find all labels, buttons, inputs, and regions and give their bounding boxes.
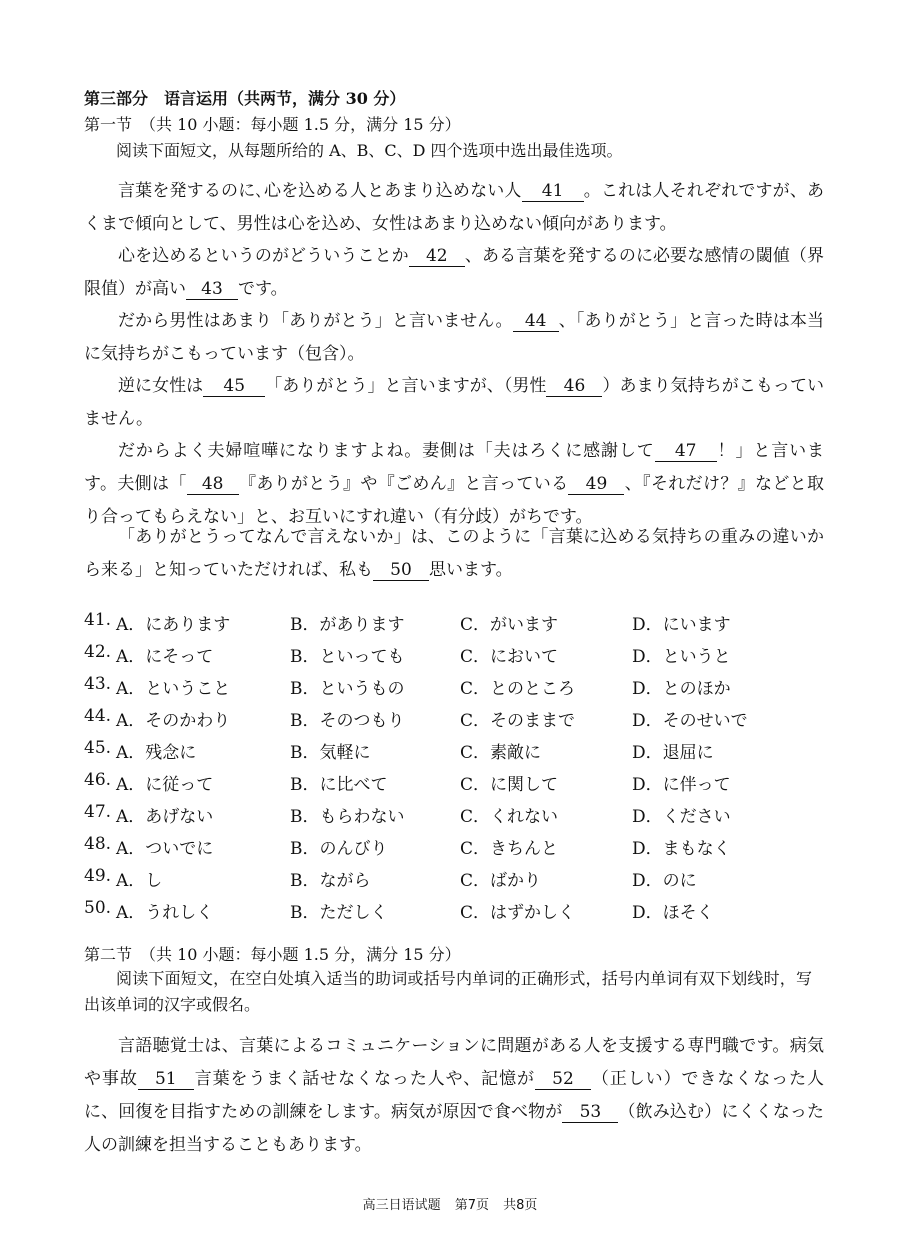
option-c: C．ばかり <box>460 871 542 891</box>
text: 心を込めるというのがどういうことか <box>118 246 409 266</box>
option-row <box>84 862 824 894</box>
text: 言語聴覚士は、言葉によるコミュニケーションに問題がある人を支援する専門職です。病気や事故 <box>84 1036 824 1089</box>
option-b: B．もらわない <box>290 807 405 827</box>
blank-41: 41 <box>522 181 584 202</box>
option-a: A．にそって <box>116 647 214 667</box>
option-row <box>84 670 824 702</box>
blank-43: 43 <box>186 279 238 300</box>
answer-options <box>84 606 824 926</box>
text: だからよく夫婦喧嘩になりますよね。妻側は「夫はろくに感謝して <box>118 441 655 461</box>
option-b: B．気軽に <box>290 743 371 763</box>
option-a: A．うれしく <box>116 903 214 923</box>
passage1-paragraph-2 <box>84 240 824 306</box>
question-number: 47. <box>84 802 112 822</box>
option-c: C．きちんと <box>460 839 559 859</box>
section1-title: 第一节 （共 10 小题：每小题 1.5 分，满分 15 分） <box>84 115 461 134</box>
option-c: C．くれない <box>460 807 559 827</box>
question-number: 45. <box>84 738 112 758</box>
option-a: A．ついでに <box>116 839 214 859</box>
blank-51: 51 <box>138 1069 194 1090</box>
option-row <box>84 638 824 670</box>
blank-47: 47 <box>655 441 717 462</box>
option-d: D．ください <box>632 807 731 827</box>
option-c: C．はずかしく <box>460 903 576 923</box>
option-b: B．といっても <box>290 647 405 667</box>
blank-52: 52 <box>535 1069 591 1090</box>
question-number: 41. <box>84 610 112 630</box>
blank-42: 42 <box>409 246 465 267</box>
section2-title: 第二节 （共 10 小题：每小题 1.5 分，满分 15 分） <box>84 945 461 964</box>
text: ！」と言います。夫側は「 <box>84 441 825 494</box>
text: 「ありがとうってなんで言えないか」は、このように「言葉に込める気持ちの重みの違いから来る」と知っていただければ、私も <box>84 527 824 580</box>
passage2-paragraph-1 <box>84 1030 824 1162</box>
blank-48: 48 <box>187 474 239 495</box>
passage1-paragraph-6 <box>84 521 824 587</box>
text: （正しい）できなくなった人に、回復を目指すための訓練をします。病気が原因で食べ物が <box>84 1069 825 1122</box>
option-a: A．あげない <box>116 807 214 827</box>
text: 逆に女性は <box>118 376 204 396</box>
part-title: 第三部分 语言运用（共两节，满分 30 分） <box>84 89 406 108</box>
text: 「ありがとう」と言いますが、（男性 <box>265 376 547 396</box>
footer-title: 高三日语试题 <box>362 1198 441 1213</box>
option-row <box>84 830 824 862</box>
option-a: A．に従って <box>116 775 214 795</box>
option-d: D．のに <box>632 871 697 891</box>
page-footer <box>0 1194 900 1213</box>
option-a: A．そのかわり <box>116 711 231 731</box>
option-row <box>84 606 824 638</box>
text: 言葉を発するのに､心を込める人とあまり込めない人 <box>118 181 522 201</box>
option-d: D．にいます <box>632 615 731 635</box>
option-row <box>84 702 824 734</box>
option-d: D．そのせいで <box>632 711 748 731</box>
text: 思います。 <box>429 560 513 580</box>
question-number: 49. <box>84 866 112 886</box>
option-b: B．があります <box>290 615 405 635</box>
text: 、『それだけ？』などと取り合ってもらえない」と、お互いにすれ違い（有分歧）がちです。 <box>84 474 825 527</box>
passage1-paragraph-4 <box>84 370 824 436</box>
option-b: B．ながら <box>290 871 371 891</box>
text: だから男性はあまり「ありがとう」と言いません。 <box>118 311 513 331</box>
blank-44: 44 <box>513 311 559 332</box>
option-d: D．退屈に <box>632 743 714 763</box>
blank-53: 53 <box>562 1102 618 1123</box>
text: （飲み込む）にくくなった人の訓練を担当することもあります。 <box>84 1102 824 1155</box>
blank-49: 49 <box>568 474 624 495</box>
option-row <box>84 798 824 830</box>
option-row <box>84 894 824 926</box>
question-number: 43. <box>84 674 112 694</box>
question-number: 48. <box>84 834 112 854</box>
footer-total: 共8页 <box>503 1198 538 1213</box>
question-number: 42. <box>84 642 112 662</box>
passage1-paragraph-3 <box>84 305 824 371</box>
option-b: B．というもの <box>290 679 405 699</box>
option-b: B．そのつもり <box>290 711 405 731</box>
text: 、ある言葉を発するのに必要な感情の閾値（界限值）が高い <box>84 246 825 299</box>
text: 、「ありがとう」と言った時は本当に気持ちがこもっています（包含）。 <box>84 311 824 364</box>
option-a: A．残念に <box>116 743 197 763</box>
option-d: D．まもなく <box>632 839 731 859</box>
blank-46: 46 <box>546 376 602 397</box>
option-d: D．とのほか <box>632 679 731 699</box>
option-c: C．とのところ <box>460 679 576 699</box>
option-a: A．ということ <box>116 679 231 699</box>
blank-50: 50 <box>373 560 429 581</box>
blank-45: 45 <box>203 376 265 397</box>
section1-instruction: 阅读下面短文，从每题所给的 A、B、C、D 四个选项中选出最佳选项。 <box>116 141 623 160</box>
option-c: C．そのままで <box>460 711 576 731</box>
option-b: B．ただしく <box>290 903 388 923</box>
passage1-paragraph-1 <box>84 175 824 241</box>
option-row <box>84 766 824 798</box>
option-d: D．ほそく <box>632 903 714 923</box>
question-number: 50. <box>84 898 112 918</box>
option-b: B．のんびり <box>290 839 388 859</box>
option-d: D．に伴って <box>632 775 731 795</box>
text: 言葉をうまく話せなくなった人や、記憶が <box>193 1069 535 1089</box>
question-number: 44. <box>84 706 112 726</box>
text: です。 <box>238 279 288 299</box>
option-b: B．に比べて <box>290 775 388 795</box>
option-c: C．がいます <box>460 615 559 635</box>
option-a: A．にあります <box>116 615 231 635</box>
option-c: C．素敵に <box>460 743 542 763</box>
text: 。これは人それぞれですが、あくまで傾向として、男性は心を込め、女性はあまり込めない傾向があります。 <box>84 181 825 234</box>
option-d: D．というと <box>632 647 731 667</box>
footer-page: 第7页 <box>454 1198 489 1213</box>
passage1-paragraph-5 <box>84 435 824 534</box>
option-row <box>84 734 824 766</box>
option-c: C．において <box>460 647 559 667</box>
text: 『ありがとう』や『ごめん』と言っている <box>238 474 569 494</box>
question-number: 46. <box>84 770 112 790</box>
option-c: C．に関して <box>460 775 559 795</box>
option-a: A．し <box>116 871 163 891</box>
text: ）あまり気持ちがこもっていません。 <box>84 376 825 429</box>
section2-instruction: 阅读下面短文，在空白处填入适当的助词或括号内单词的正确形式，括号内单词有双下划线时，写出该单词的汉字或假名。 <box>84 969 812 1014</box>
